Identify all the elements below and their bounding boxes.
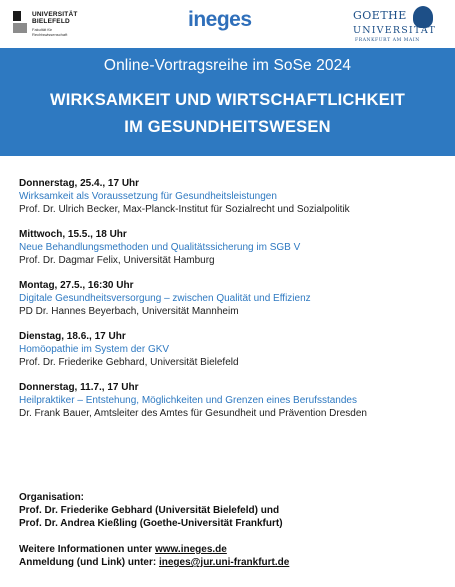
session-date: Montag, 27.5., 16:30 Uhr — [19, 280, 134, 291]
session-item — [19, 381, 449, 420]
session-item — [19, 177, 449, 216]
session-date: Donnerstag, 25.4., 17 Uhr — [19, 178, 140, 189]
more-info-text: Weitere Informationen unter — [19, 544, 155, 555]
title-banner — [0, 48, 455, 156]
session-topic: Neue Behandlungsmethoden und Qualitätssicherung im SGB V — [19, 242, 301, 253]
main-title-line-1: WIRKSAMKEIT UND WIRTSCHAFTLICHKEIT — [49, 91, 406, 109]
goethe-city: FRANKFURT AM MAIN — [355, 38, 420, 43]
session-topic: Homöopathie im System der GKV — [19, 344, 170, 355]
goethe-uni: UNIVERSITÄT — [353, 25, 436, 36]
session-speaker: Prof. Dr. Dagmar Felix, Universität Hamburg — [19, 255, 215, 266]
session-topic: Wirksamkeit als Voraussetzung für Gesundheitsleistungen — [19, 191, 277, 202]
session-list — [19, 177, 449, 432]
organiser-1: Prof. Dr. Friederike Gebhard (Universität Bielefeld) und — [19, 505, 280, 516]
session-date: Dienstag, 18.6., 17 Uhr — [19, 331, 126, 342]
registration-text: Anmeldung (und Link) unter: — [19, 557, 159, 568]
organiser-2: Prof. Dr. Andrea Kießling (Goethe-Universität Frankfurt) — [19, 518, 283, 529]
ineges-logo: ineges — [188, 8, 252, 31]
registration-email-link[interactable]: ineges@jur.uni-frankfurt.de — [158, 557, 290, 568]
bielefeld-mark-icon — [13, 11, 27, 33]
more-info-line — [19, 543, 449, 556]
session-speaker: PD Dr. Hannes Beyerbach, Universität Mannheim — [19, 306, 239, 317]
session-topic: Heilpraktiker – Entstehung, Möglichkeiten und Grenzen eines Berufsstandes — [19, 395, 357, 406]
session-topic: Digitale Gesundheitsversorgung – zwischen Qualität und Effizienz — [19, 293, 311, 304]
website-link[interactable]: www.ineges.de — [154, 544, 227, 555]
session-item — [19, 279, 449, 318]
footer-info — [19, 491, 449, 569]
bielefeld-logo — [13, 11, 103, 41]
session-date: Mittwoch, 15.5., 18 Uhr — [19, 229, 127, 240]
session-item — [19, 228, 449, 267]
bielefeld-faculty: Fakultät für Rechtswissenschaft — [32, 27, 68, 37]
session-speaker: Dr. Frank Bauer, Amtsleiter des Amtes für Gesundheit und Prävention Dresden — [19, 408, 367, 419]
session-date: Donnerstag, 11.7., 17 Uhr — [19, 382, 139, 393]
organisation-label: Organisation: — [19, 492, 85, 503]
session-speaker: Prof. Dr. Ulrich Becker, Max-Planck-Institut für Sozialrecht und Sozialpolitik — [19, 204, 350, 215]
logo-bar — [0, 0, 455, 48]
main-title-line-2: IM GESUNDHEITSWESEN — [124, 118, 331, 136]
goethe-university-logo — [353, 6, 445, 46]
goethe-name: GOETHE — [353, 9, 407, 22]
session-speaker: Prof. Dr. Friederike Gebhard, Universität Bielefeld — [19, 357, 239, 368]
session-item — [19, 330, 449, 369]
series-title: Online-Vortragsreihe im SoSe 2024 — [103, 57, 352, 74]
registration-line — [19, 556, 449, 569]
bielefeld-name: UNIVERSITÄT BIELEFELD — [32, 11, 78, 25]
